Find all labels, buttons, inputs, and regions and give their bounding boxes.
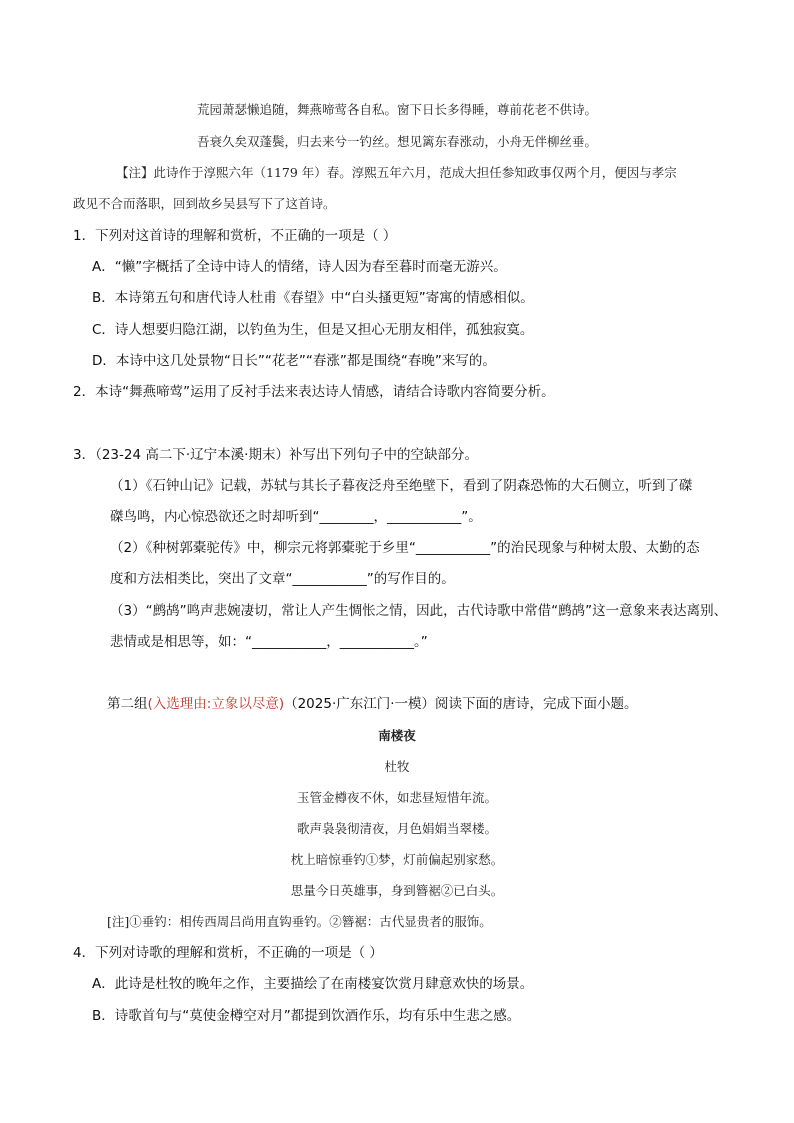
- poem2-author: 杜牧: [384, 759, 410, 774]
- poem2-line2: 歌声袅袅彻清夜，月色娟娟当翠楼。: [296, 821, 497, 836]
- poem1-line1: 荒园萧瑟懒追随，舞燕啼莺各自私。窗下日长多得睡，尊前花老不供诗。: [196, 102, 597, 117]
- question-3-part3-line2: 悲情或是相思等，如：“___________，___________。”: [110, 634, 428, 650]
- group2-suffix: （2025·广东江门·一模）阅读下面的唐诗，完成下面小题。: [284, 696, 638, 712]
- poem2-title: 南楼夜: [378, 728, 416, 743]
- question-3-part2-line1: （2）《种树郭橐驼传》中，柳宗元将郭橐驼于乡里“___________”的治民现象与种树太殷、太勤的态: [110, 540, 700, 556]
- question-1-option-b: B．本诗第五句和唐代诗人杜甫《春望》中“白头搔更短”寄寓的情感相似。: [92, 290, 534, 306]
- question-4-option-a: A．此诗是杜牧的晚年之作，主要描绘了在南楼宴饮赏月肆意欢快的场景。: [92, 976, 534, 992]
- question-1-option-d: D．本诗中这几处景物“日长”“花老”“春涨”都是围绕“春晚”来写的。: [92, 353, 496, 369]
- poem1-line2: 吾衰久矣双蓬鬓，归去来兮一钓丝。想见篱东春涨动，小舟无伴柳丝垂。: [196, 134, 597, 149]
- group2-heading: [107, 694, 638, 714]
- question-3-stem: 3．（23-24 高二下·辽宁本溪·期末）补写出下列句子中的空缺部分。: [73, 447, 478, 463]
- poem1-note-line2: 政见不合而落职，回到故乡吴县写下了这首诗。: [73, 196, 336, 211]
- question-3-part1-line2: 磔鸟鸣，内心惊恐欲还之时却听到“________，___________”。: [110, 509, 482, 525]
- question-1-option-c: C．诗人想要归隐江湖，以钓鱼为生，但是又担心无朋友相伴，孤独寂寞。: [92, 322, 534, 338]
- poem2-note: [注]①垂钓：相传西周吕尚用直钩垂钓。②簪裾：古代显贵者的服饰。: [107, 914, 492, 929]
- question-1-stem: 1．下列对这首诗的理解和赏析，不正确的一项是（ ）: [73, 228, 397, 244]
- question-1-option-a: A．“懒”字概括了全诗中诗人的情绪，诗人因为春至暮时而毫无游兴。: [92, 259, 507, 275]
- group2-reason: (入选理由:立象以尽意): [147, 696, 285, 712]
- question-3-part1-line1: （1）《石钟山记》记载，苏轼与其长子暮夜泛舟至绝壁下，看到了阴森恐怖的大石侧立，听到了磔: [110, 478, 693, 494]
- question-4-option-b: B．诗歌首句与“莫使金樽空对月”都提到饮酒作乐，均有乐中生悲之感。: [92, 1008, 521, 1024]
- question-3-part2-line2: 度和方法相类比，突出了文章“___________”的写作目的。: [110, 571, 455, 587]
- question-4-stem: 4．下列对诗歌的理解和赏析，不正确的一项是（ ）: [73, 945, 383, 961]
- poem2-line3: 枕上暗惊垂钓①梦，灯前偏起别家愁。: [290, 852, 504, 867]
- poem2-line1: 玉管金樽夜不休，如悲昼短惜年流。: [296, 790, 497, 805]
- group2-prefix: 第二组: [107, 696, 148, 712]
- poem2-line4: 思量今日英雄事，身到簪裾②已白头。: [290, 883, 504, 898]
- question-3-part3-line1: （3）“鹧鸪”鸣声悲婉凄切，常让人产生惆怅之情，因此，古代诗歌中常借“鹧鸪”这一意象来表达离别、: [110, 603, 728, 619]
- poem1-note-line1: 【注】此诗作于淳熙六年（1179 年）春。淳熙五年六月，范成大担任参知政事仅两个月，便因与孝宗: [116, 165, 677, 180]
- question-2-stem: 2．本诗“舞燕啼莺”运用了反衬手法来表达诗人情感，请结合诗歌内容简要分析。: [73, 384, 555, 400]
